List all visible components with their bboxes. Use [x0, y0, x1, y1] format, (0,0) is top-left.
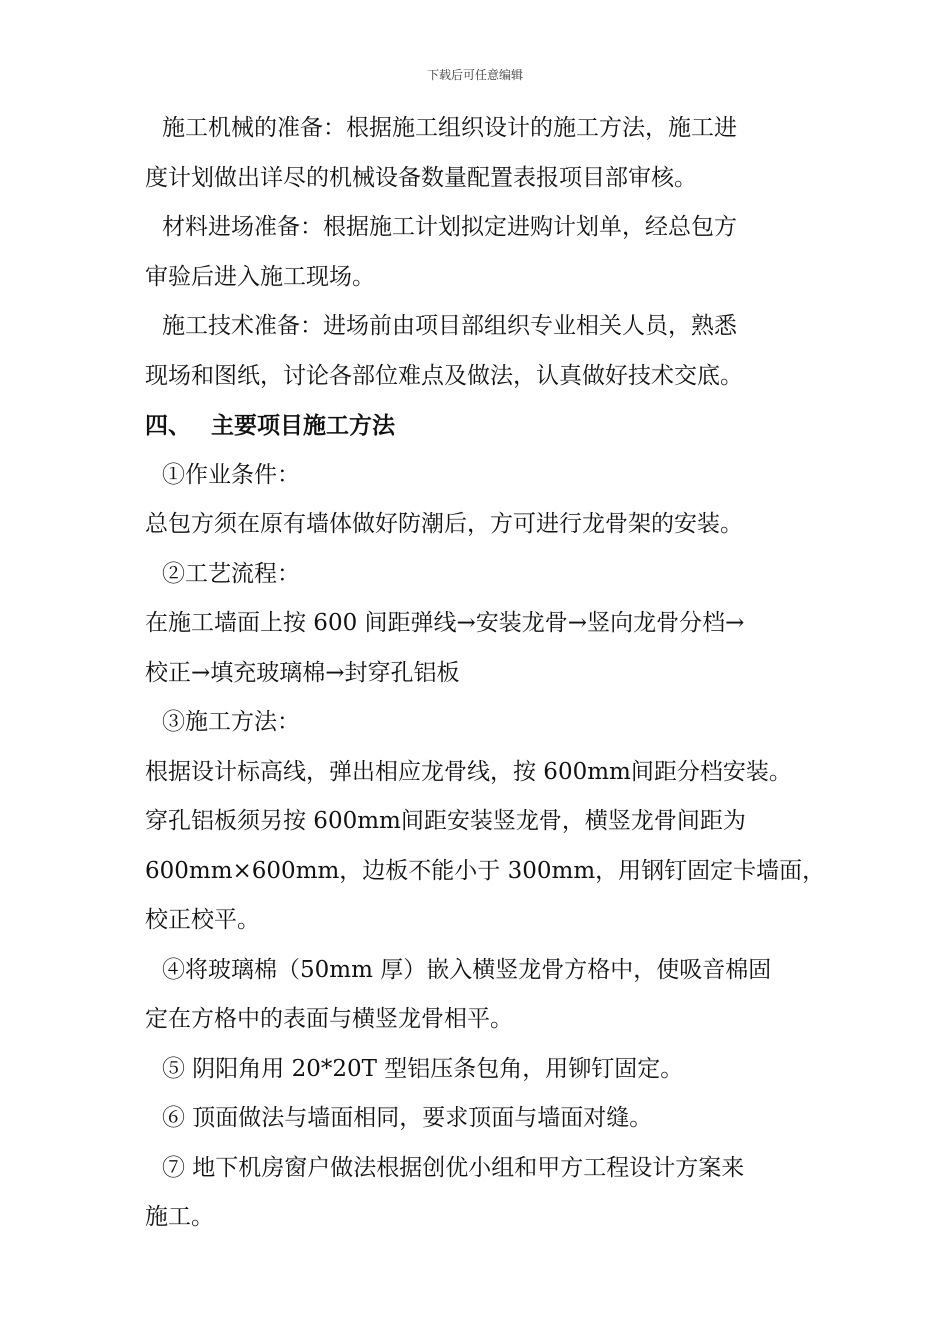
section-number: 四、 [145, 412, 191, 439]
item-7-line-1: ⑦ 地下机房窗户做法根据创优小组和甲方工程设计方案来 [162, 1154, 745, 1181]
paragraph-process-flow-line-1: 在施工墙面上按 600 间距弹线→安装龙骨→竖向龙骨分档→ [145, 610, 745, 636]
paragraph-technical-line-2: 现场和图纸，讨论各部位难点及做法，认真做好技术交底。 [145, 362, 743, 389]
document-body [145, 104, 835, 1243]
paragraph-work-conditions: 总包方须在原有墙体做好防潮后，方可进行龙骨架的安装。 [145, 511, 743, 537]
item-4-line-2: 定在方格中的表面与横竖龙骨相平。 [145, 1006, 513, 1032]
subheading-work-conditions: ①作业条件： [162, 461, 300, 488]
section-title: 主要项目施工方法 [211, 412, 395, 439]
paragraph-process-flow-line-2: 校正→填充玻璃棉→封穿孔铝板 [145, 659, 460, 686]
header-note: 下载后可任意编辑 [426, 68, 523, 82]
subheading-construction-method: ③施工方法： [162, 709, 300, 735]
paragraph-materials-line-1: 材料进场准备：根据施工计划拟定进购计划单，经总包方 [162, 214, 737, 240]
paragraph-method-line-4: 校正校平。 [145, 907, 260, 933]
subheading-process-flow: ②工艺流程： [162, 560, 300, 587]
paragraph-method-line-3: 600mm×600mm，边板不能小于 300mm，用钢钉固定卡墙面， [145, 857, 826, 884]
paragraph-method-line-1: 根据设计标高线，弹出相应龙骨线，按 600mm间距分档安装。 [145, 758, 792, 785]
section-heading [145, 401, 835, 451]
item-6: ⑥ 顶面做法与墙面相同，要求顶面与墙面对缝。 [162, 1105, 653, 1131]
item-5: ⑤ 阴阳角用 20*20T 型铝压条包角，用铆钉固定。 [162, 1055, 684, 1082]
item-7-line-2: 施工。 [145, 1204, 214, 1230]
paragraph-materials-line-2: 审验后进入施工现场。 [145, 263, 375, 290]
item-4-line-1: ④将玻璃棉（50mm 厚）嵌入横竖龙骨方格中，使吸音棉固 [162, 956, 772, 983]
paragraph-machinery-line-2: 度计划做出详尽的机械设备数量配置表报项目部审核。 [145, 164, 697, 191]
paragraph-technical-line-1: 施工技术准备：进场前由项目部组织专业相关人员，熟悉 [162, 313, 737, 339]
paragraph-method-line-2: 穿孔铝板须另按 600mm间距安装竖龙骨，横竖龙骨间距为 [145, 808, 746, 834]
paragraph-machinery-line-1: 施工机械的准备：根据施工组织设计的施工方法，施工进 [162, 115, 737, 141]
